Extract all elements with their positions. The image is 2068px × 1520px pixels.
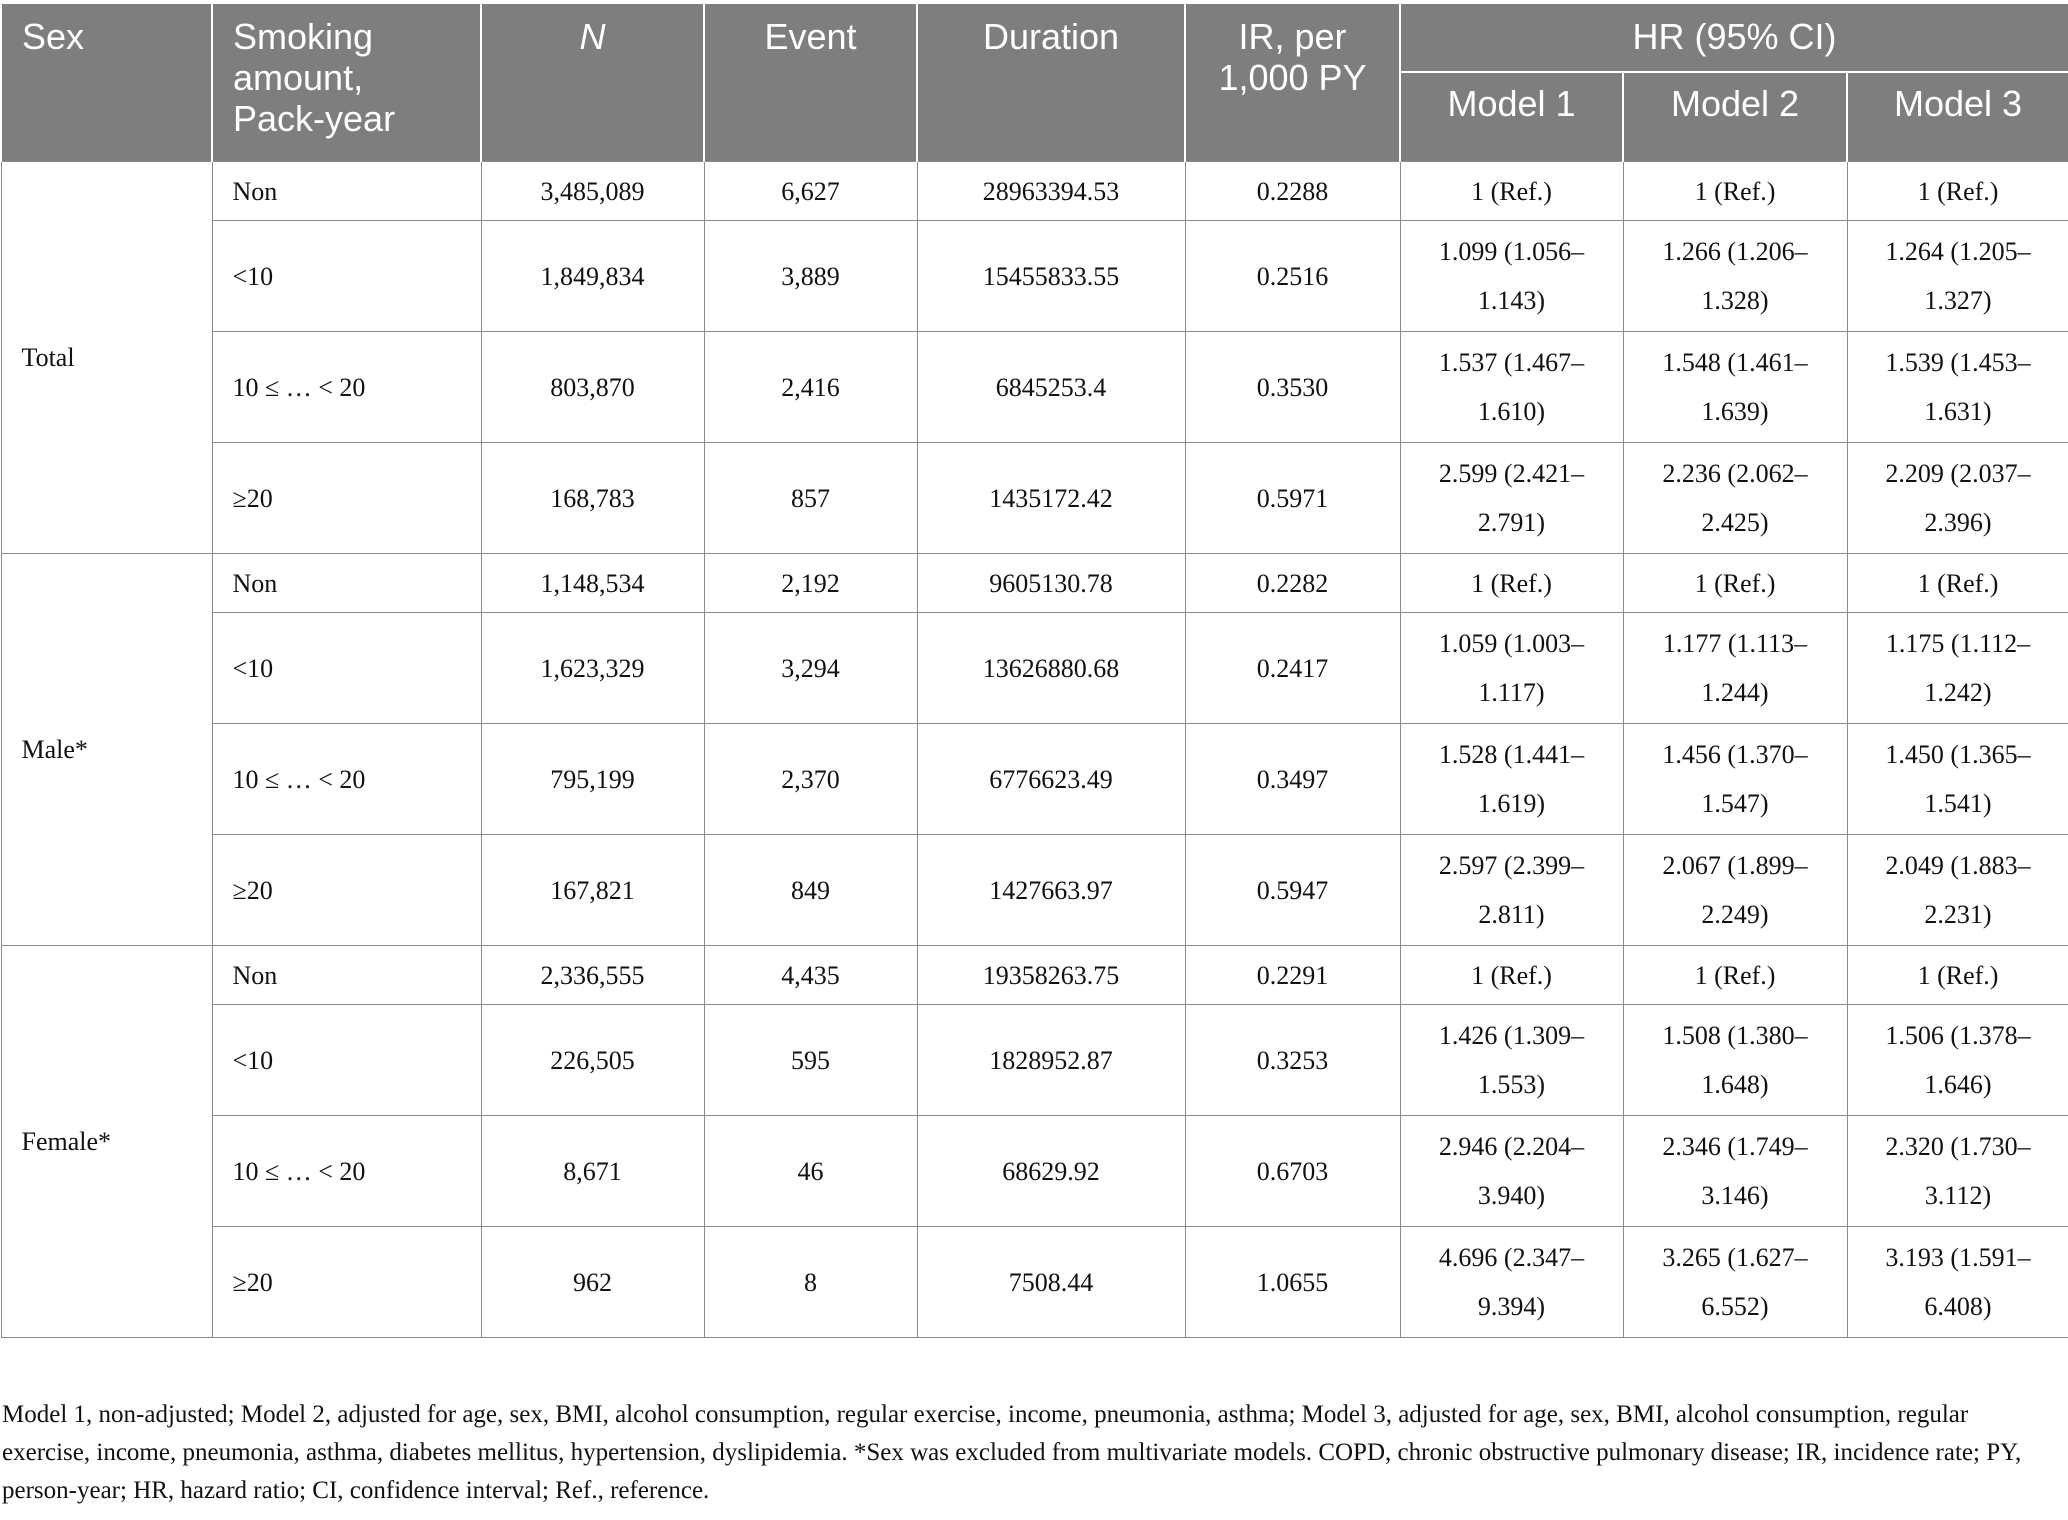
model-1-cell: 2.597 (2.399–2.811) (1400, 835, 1623, 946)
n-cell: 3,485,089 (481, 162, 704, 221)
model-2-cell: 1 (Ref.) (1623, 554, 1847, 613)
smoking-amount-cell: Non (212, 162, 481, 221)
n-cell: 803,870 (481, 332, 704, 443)
event-cell: 2,416 (704, 332, 917, 443)
n-cell: 226,505 (481, 1005, 704, 1116)
table-row (1, 332, 2068, 443)
event-cell: 857 (704, 443, 917, 554)
event-cell: 2,192 (704, 554, 917, 613)
results-table (0, 4, 2068, 1338)
model-2-cell: 1 (Ref.) (1623, 162, 1847, 221)
model-2-cell: 1.456 (1.370–1.547) (1623, 724, 1847, 835)
header-hr-group: HR (95% CI) (1400, 4, 2068, 72)
model-1-cell: 1.537 (1.467–1.610) (1400, 332, 1623, 443)
ir-cell: 0.2291 (1185, 946, 1400, 1005)
duration-cell: 1828952.87 (917, 1005, 1185, 1116)
model-2-cell: 1.548 (1.461–1.639) (1623, 332, 1847, 443)
ir-cell: 0.3253 (1185, 1005, 1400, 1116)
duration-cell: 6845253.4 (917, 332, 1185, 443)
model-1-cell: 1.059 (1.003–1.117) (1400, 613, 1623, 724)
table-row (1, 554, 2068, 613)
model-2-cell: 1.266 (1.206–1.328) (1623, 221, 1847, 332)
sex-group-cell: Total (1, 162, 212, 554)
event-cell: 3,889 (704, 221, 917, 332)
duration-cell: 28963394.53 (917, 162, 1185, 221)
ir-cell: 0.5971 (1185, 443, 1400, 554)
event-cell: 6,627 (704, 162, 917, 221)
model-3-cell: 1.450 (1.365–1.541) (1847, 724, 2068, 835)
table-row (1, 1227, 2068, 1338)
event-cell: 2,370 (704, 724, 917, 835)
n-cell: 168,783 (481, 443, 704, 554)
model-1-cell: 2.599 (2.421–2.791) (1400, 443, 1623, 554)
model-3-cell: 1 (Ref.) (1847, 946, 2068, 1005)
duration-cell: 7508.44 (917, 1227, 1185, 1338)
model-1-cell: 1.099 (1.056–1.143) (1400, 221, 1623, 332)
model-1-cell: 2.946 (2.204–3.940) (1400, 1116, 1623, 1227)
duration-cell: 15455833.55 (917, 221, 1185, 332)
event-cell: 595 (704, 1005, 917, 1116)
model-3-cell: 1.506 (1.378–1.646) (1847, 1005, 2068, 1116)
model-1-cell: 1 (Ref.) (1400, 162, 1623, 221)
header-duration: Duration (917, 4, 1185, 162)
duration-cell: 19358263.75 (917, 946, 1185, 1005)
smoking-amount-cell: <10 (212, 613, 481, 724)
event-cell: 8 (704, 1227, 917, 1338)
table-row (1, 613, 2068, 724)
smoking-amount-cell: ≥20 (212, 443, 481, 554)
smoking-amount-cell: Non (212, 946, 481, 1005)
model-3-cell: 2.049 (1.883–2.231) (1847, 835, 2068, 946)
duration-cell: 9605130.78 (917, 554, 1185, 613)
event-cell: 849 (704, 835, 917, 946)
n-cell: 2,336,555 (481, 946, 704, 1005)
n-cell: 1,623,329 (481, 613, 704, 724)
model-2-cell: 1 (Ref.) (1623, 946, 1847, 1005)
model-3-cell: 2.209 (2.037–2.396) (1847, 443, 2068, 554)
ir-cell: 0.5947 (1185, 835, 1400, 946)
model-2-cell: 1.508 (1.380–1.648) (1623, 1005, 1847, 1116)
model-3-cell: 2.320 (1.730–3.112) (1847, 1116, 2068, 1227)
smoking-amount-cell: 10 ≤ … < 20 (212, 1116, 481, 1227)
table-row (1, 162, 2068, 221)
model-3-cell: 1.175 (1.112–1.242) (1847, 613, 2068, 724)
smoking-amount-cell: <10 (212, 1005, 481, 1116)
table-footnote: Model 1, non-adjusted; Model 2, adjusted for age, sex, BMI, alcohol consumption, regular exercise, income, pneumonia, asthma; Model 3, adjusted for age, sex, BMI, alcohol consumption, regular exercise, income, pneumonia, asthma, diabetes mellitus, hypertension, dyslipidemia. *Sex was excluded from multivariate models. COPD, chronic obstructive pulmonary disease; IR, incidence rate; PY, person-year; HR, hazard ratio; CI, confidence interval; Ref., reference. (2, 1401, 2022, 1504)
event-cell: 3,294 (704, 613, 917, 724)
n-cell: 795,199 (481, 724, 704, 835)
n-cell: 167,821 (481, 835, 704, 946)
ir-cell: 0.2417 (1185, 613, 1400, 724)
smoking-amount-cell: 10 ≤ … < 20 (212, 724, 481, 835)
header-event: Event (704, 4, 917, 162)
ir-cell: 0.2516 (1185, 221, 1400, 332)
smoking-amount-cell: ≥20 (212, 835, 481, 946)
model-1-cell: 1 (Ref.) (1400, 554, 1623, 613)
table-row (1, 1005, 2068, 1116)
model-2-cell: 3.265 (1.627–6.552) (1623, 1227, 1847, 1338)
smoking-amount-cell: ≥20 (212, 1227, 481, 1338)
model-1-cell: 1.426 (1.309–1.553) (1400, 1005, 1623, 1116)
model-1-cell: 1.528 (1.441–1.619) (1400, 724, 1623, 835)
model-2-cell: 2.346 (1.749–3.146) (1623, 1116, 1847, 1227)
table-row (1, 1116, 2068, 1227)
model-3-cell: 1.539 (1.453–1.631) (1847, 332, 2068, 443)
duration-cell: 68629.92 (917, 1116, 1185, 1227)
model-1-cell: 1 (Ref.) (1400, 946, 1623, 1005)
ir-cell: 0.3497 (1185, 724, 1400, 835)
table-row (1, 443, 2068, 554)
model-2-cell: 2.236 (2.062–2.425) (1623, 443, 1847, 554)
ir-cell: 0.6703 (1185, 1116, 1400, 1227)
ir-cell: 0.3530 (1185, 332, 1400, 443)
sex-group-cell: Female* (1, 946, 212, 1338)
header-n: N (481, 4, 704, 162)
ir-cell: 1.0655 (1185, 1227, 1400, 1338)
table-header (1, 4, 2068, 162)
table-row (1, 221, 2068, 332)
smoking-amount-cell: <10 (212, 221, 481, 332)
model-3-cell: 3.193 (1.591–6.408) (1847, 1227, 2068, 1338)
event-cell: 46 (704, 1116, 917, 1227)
smoking-amount-cell: 10 ≤ … < 20 (212, 332, 481, 443)
results-table-container (0, 4, 2068, 1338)
header-sex: Sex (1, 4, 212, 162)
duration-cell: 6776623.49 (917, 724, 1185, 835)
model-1-cell: 4.696 (2.347–9.394) (1400, 1227, 1623, 1338)
model-2-cell: 2.067 (1.899–2.249) (1623, 835, 1847, 946)
sex-group-cell: Male* (1, 554, 212, 946)
n-cell: 962 (481, 1227, 704, 1338)
table-row (1, 946, 2068, 1005)
n-cell: 1,148,534 (481, 554, 704, 613)
model-2-cell: 1.177 (1.113–1.244) (1623, 613, 1847, 724)
model-3-cell: 1.264 (1.205–1.327) (1847, 221, 2068, 332)
ir-cell: 0.2288 (1185, 162, 1400, 221)
duration-cell: 1427663.97 (917, 835, 1185, 946)
event-cell: 4,435 (704, 946, 917, 1005)
header-ir: IR, per 1,000 PY (1185, 4, 1400, 162)
n-cell: 1,849,834 (481, 221, 704, 332)
smoking-amount-cell: Non (212, 554, 481, 613)
header-smoking-amount: Smoking amount, Pack-year (212, 4, 481, 162)
model-3-cell: 1 (Ref.) (1847, 554, 2068, 613)
header-model-1: Model 1 (1400, 72, 1623, 162)
n-cell: 8,671 (481, 1116, 704, 1227)
model-3-cell: 1 (Ref.) (1847, 162, 2068, 221)
header-model-2: Model 2 (1623, 72, 1847, 162)
table-body (1, 162, 2068, 1338)
header-model-3: Model 3 (1847, 72, 2068, 162)
duration-cell: 13626880.68 (917, 613, 1185, 724)
ir-cell: 0.2282 (1185, 554, 1400, 613)
table-row (1, 724, 2068, 835)
duration-cell: 1435172.42 (917, 443, 1185, 554)
table-row (1, 835, 2068, 946)
